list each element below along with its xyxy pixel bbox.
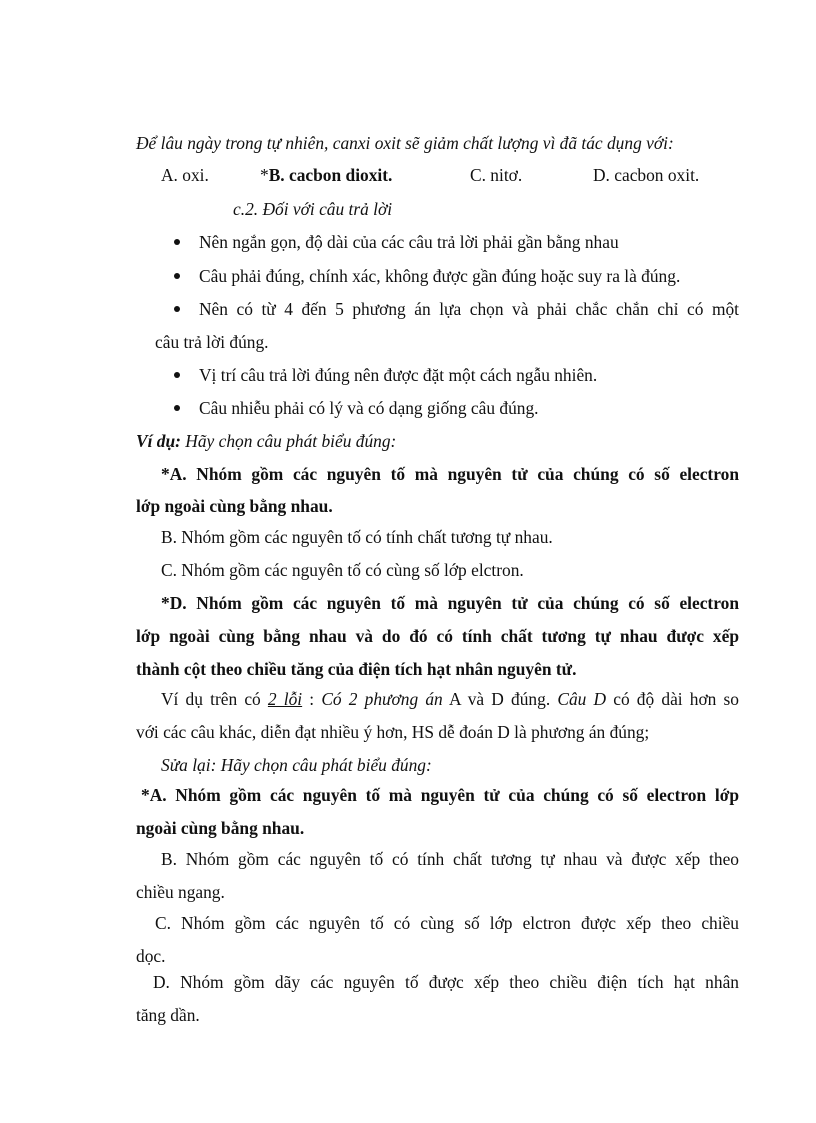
bullet-item: Nên có từ 4 đến 5 phương án lựa chọn và phải chắc chắn chỉ có một xyxy=(199,299,739,319)
analysis-text: A và D đúng. xyxy=(442,689,558,709)
revised-label: Sửa lại: Hãy chọn câu phát biểu đúng: xyxy=(161,755,432,775)
correct-mark: * xyxy=(260,165,269,185)
example-prompt-text: Hãy chọn câu phát biểu đúng: xyxy=(180,431,397,451)
example-option-d-line2: lớp ngoài cùng bằng nhau và do đó có tính chất tương tự nhau được xếp xyxy=(136,626,739,646)
revised-option-c-line1: C. Nhóm gồm các nguyên tố có cùng số lớp elctron được xếp theo chiều xyxy=(155,913,739,933)
example-label: Ví dụ: xyxy=(136,431,181,451)
intro-question: Để lâu ngày trong tự nhiên, canxi oxit sẽ giảm chất lượng vì đã tác dụng với: xyxy=(136,133,674,153)
bullet-item-continuation: câu trả lời đúng. xyxy=(155,332,269,352)
revised-option-a-line1: *A. Nhóm gồm các nguyên tố mà nguyên tử của chúng có số electron lớp xyxy=(141,785,739,805)
bullet-item: Câu phải đúng, chính xác, không được gần đúng hoặc suy ra là đúng. xyxy=(199,266,681,286)
revised-option-b-line1: B. Nhóm gồm các nguyên tố có tính chất tương tự nhau và được xếp theo xyxy=(161,849,739,869)
revised-option-d-line2: tăng dần. xyxy=(136,1005,200,1025)
example-option-d-line1: *D. Nhóm gồm các nguyên tố mà nguyên tử của chúng có số electron xyxy=(161,593,739,613)
intro-option-c: C. nitơ. xyxy=(470,165,523,185)
example-option-b: B. Nhóm gồm các nguyên tố có tính chất tương tự nhau. xyxy=(161,527,553,547)
revised-option-b-line2: chiều ngang. xyxy=(136,882,225,902)
analysis-text: có độ dài hơn so xyxy=(606,689,740,709)
bullet-icon xyxy=(174,306,180,312)
example-prompt xyxy=(136,425,396,458)
analysis-text: Câu D xyxy=(557,689,607,709)
example-option-a-line2: lớp ngoài cùng bằng nhau. xyxy=(136,496,333,516)
revised-option-a-line2: ngoài cùng bằng nhau. xyxy=(136,818,305,838)
bullet-icon xyxy=(174,239,180,245)
intro-option-d: D. cacbon oxit. xyxy=(593,165,700,185)
intro-option-b xyxy=(260,159,392,192)
bullet-icon xyxy=(174,405,180,411)
intro-option-a: A. oxi. xyxy=(161,165,209,185)
analysis-line1 xyxy=(161,683,739,716)
analysis-errors: 2 lỗi xyxy=(267,689,303,709)
bullet-icon xyxy=(174,372,180,378)
bullet-item: Câu nhiễu phải có lý và có dạng giống câu đúng. xyxy=(199,398,539,418)
revised-option-c-line2: dọc. xyxy=(136,946,166,966)
bullet-icon xyxy=(174,273,180,279)
analysis-line2: với các câu khác, diễn đạt nhiều ý hơn, HS dễ đoán D là phương án đúng; xyxy=(136,722,650,742)
example-option-c: C. Nhóm gồm các nguyên tố có cùng số lớp elctron. xyxy=(161,560,524,580)
bullet-item: Vị trí câu trả lời đúng nên được đặt một cách ngẫu nhiên. xyxy=(199,365,598,385)
intro-option-b-text: B. cacbon dioxit. xyxy=(268,165,393,185)
bullet-item: Nên ngắn gọn, độ dài của các câu trả lời phải gần bằng nhau xyxy=(199,232,619,252)
example-option-d-line3: thành cột theo chiều tăng của điện tích hạt nhân nguyên tử. xyxy=(136,659,577,679)
analysis-text: Ví dụ trên có xyxy=(161,689,268,709)
analysis-text: : xyxy=(302,689,322,709)
section-heading: c.2. Đối với câu trả lời xyxy=(233,199,393,219)
analysis-text: Có 2 phương án xyxy=(321,689,443,709)
revised-option-d-line1: D. Nhóm gồm dãy các nguyên tố được xếp theo chiều điện tích hạt nhân xyxy=(153,972,739,992)
example-option-a-line1: *A. Nhóm gồm các nguyên tố mà nguyên tử của chúng có số electron xyxy=(161,464,739,484)
